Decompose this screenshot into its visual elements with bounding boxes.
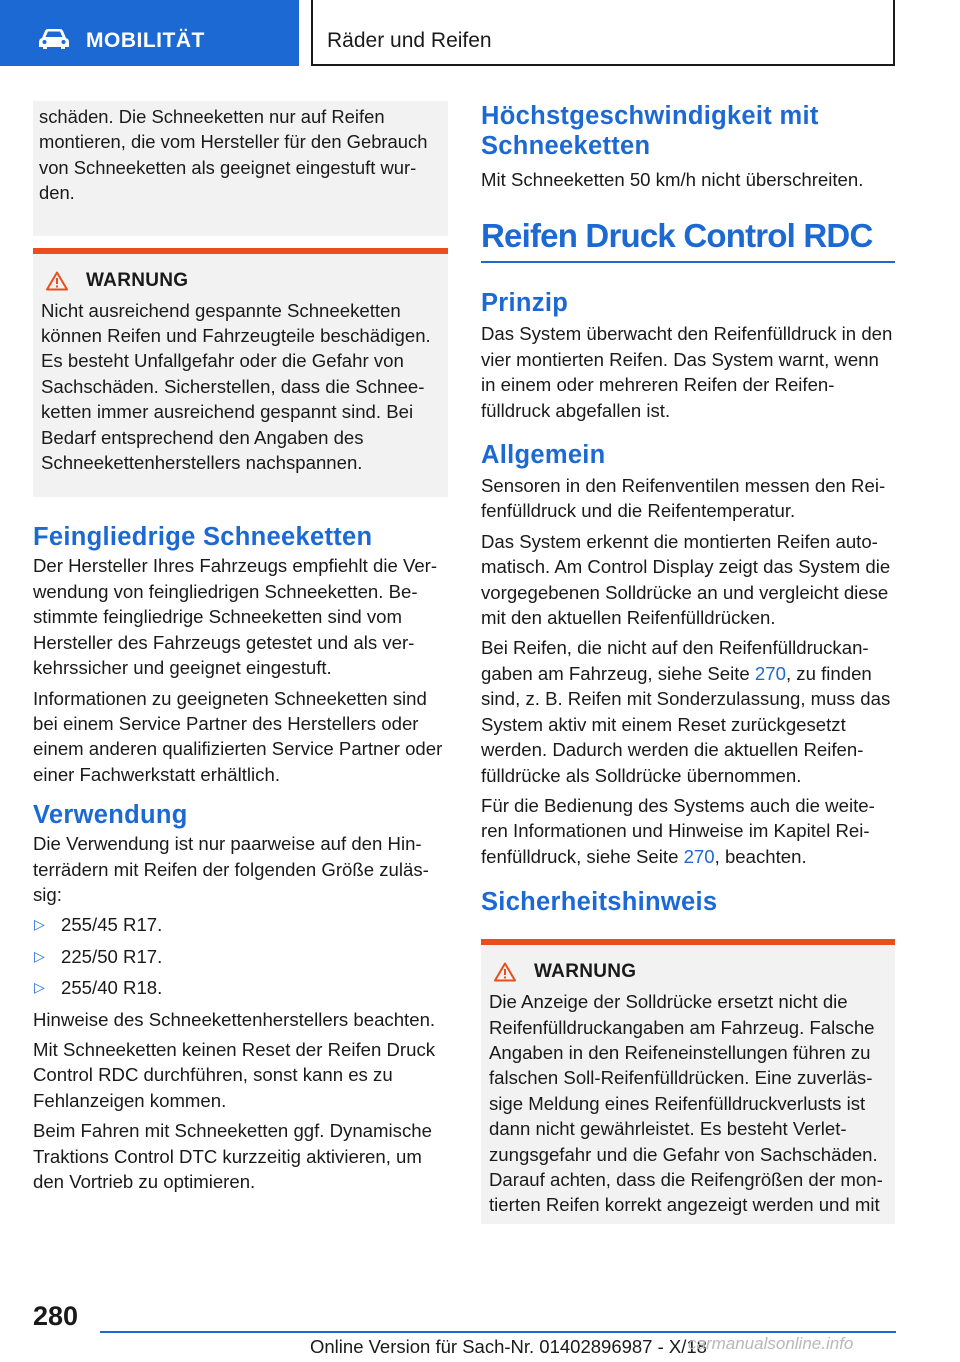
paragraph: Beim Fahren mit Schneeketten ggf. Dynamische Traktions Control DTC kurzzeitig aktivieren, um den Vortrieb zu optimieren. bbox=[33, 1120, 432, 1192]
warning-header bbox=[494, 961, 887, 983]
paragraph: Mit Schneeketten 50 km/h nicht überschreiten. bbox=[481, 169, 864, 190]
triangle-bullet-icon: ▷ bbox=[34, 947, 45, 964]
heading-hoechstgeschwindigkeit: Höchstgeschwindigkeit mit Schneeketten bbox=[481, 102, 819, 160]
warning-text: Nicht ausreichend gespannte Schneeketten können Reifen und Fahrzeugteile beschädigen. Es besteht Unfallgefahr oder die Gefahr von Sachschäden. Sicherstellen, dass die Schnee‐ketten immer ausreichend gespannt sind. Bei Bedarf entsprechend den Angaben des Schneekettenherstellers nachspannen. bbox=[41, 299, 431, 474]
section-label: MOBILITÄT bbox=[86, 29, 205, 52]
paragraph: Der Hersteller Ihres Fahrzeugs empfiehlt die Ver‐wendung von feingliedrigen Schneeketten. Be‐stimmte feingliedrige Schneeketten sind vom Hersteller des Fahrzeugs getestet und als ver‐kehrssicher und geeignet eingestuft. bbox=[33, 555, 438, 679]
warning-body bbox=[33, 254, 448, 498]
left-column bbox=[33, 101, 448, 1199]
chapter-box bbox=[311, 0, 895, 66]
paragraph: Für die Bedienung des Systems auch die weite‐ren Informationen und Hinweise im Kapitel Rei‐fenfülldruck, siehe Seite 270, beachten. bbox=[481, 794, 875, 867]
paragraph: Das System erkennt die montierten Reifen auto‐matisch. Am Control Display zeigt das System die vorgegebenen Solldrücke an und vergleicht diese mit den aktuellen Reifenfülldrücken. bbox=[481, 530, 891, 629]
tire-size-list bbox=[33, 912, 448, 1000]
warning-triangle-icon bbox=[494, 962, 516, 982]
warning-title: WARNUNG bbox=[534, 961, 637, 983]
chapter-label: Räder und Reifen bbox=[327, 29, 492, 52]
warning-body bbox=[481, 945, 895, 1224]
heading-verwendung: Verwendung bbox=[33, 801, 188, 830]
paragraph: Informationen zu geeigneten Schneeketten sind bei einem Service Partner des Herstellers oder einem anderen qualifizierten Service Partner oder einer Fachwerkstatt erhältlich. bbox=[33, 687, 443, 785]
right-column bbox=[481, 101, 895, 1224]
paragraph: Hinweise des Schneekettenherstellers beachten. bbox=[33, 1008, 436, 1030]
footer-rule bbox=[100, 1331, 896, 1333]
list-item: ▷ 255/45 R17. bbox=[33, 912, 448, 937]
car-icon bbox=[38, 28, 70, 50]
paragraph: Die Verwendung ist nur paarweise auf den Hin‐terrädern mit Reifen der folgenden Größe zuläs‐sig: bbox=[33, 833, 429, 905]
continued-note-box bbox=[33, 101, 448, 236]
warning-header bbox=[46, 270, 440, 292]
section-tab bbox=[0, 0, 299, 66]
continued-text: schäden. Die Schneeketten nur auf Reifen montieren, die vom Hersteller für den Gebrauch von Schneeketten als geeignet eingestuft wur‐den. bbox=[39, 106, 428, 204]
paragraph: Bei Reifen, die nicht auf den Reifenfülldruckan‐gaben am Fahrzeug, siehe Seite 270, zu finden sind, z. B. Reifen mit Sonderzulassung, muss das System aktiv mit einem Reset zurückgesetzt werden. Dadurch werden die aktuellen Reifen‐fülldrücke als Solldrücke übernommen. bbox=[481, 637, 891, 786]
heading-allgemein: Allgemein bbox=[481, 441, 606, 470]
page-link-270[interactable]: 270 bbox=[683, 845, 715, 867]
warning-title: WARNUNG bbox=[86, 269, 189, 291]
heading-rdc: Reifen Druck Control RDC bbox=[481, 216, 895, 263]
list-item: ▷ 255/40 R18. bbox=[33, 975, 448, 1000]
watermark: carmanualsonline.info bbox=[688, 1334, 854, 1353]
online-version-note: Online Version für Sach-Nr. 01402896987 - X/18 bbox=[310, 1336, 707, 1357]
triangle-bullet-icon: ▷ bbox=[34, 916, 45, 933]
paragraph: Sensoren in den Reifenventilen messen den Rei‐fenfülldruck und die Reifentemperatur. bbox=[481, 475, 886, 522]
heading-prinzip: Prinzip bbox=[481, 289, 569, 318]
triangle-bullet-icon: ▷ bbox=[34, 979, 45, 996]
heading-sicherheitshinweis: Sicherheitshinweis bbox=[481, 888, 718, 917]
page-number: 280 bbox=[33, 1301, 79, 1331]
warning-box-rdc bbox=[481, 939, 895, 1224]
paragraph: Das System überwacht den Reifenfülldruck in den vier montierten Reifen. Das System warnt, wenn in einem oder mehreren Reifen der Reifen‐fülldruck abgefallen ist. bbox=[481, 323, 893, 421]
page-link-270[interactable]: 270 bbox=[754, 662, 786, 684]
warning-triangle-icon bbox=[46, 271, 68, 291]
warning-box-chains bbox=[33, 248, 448, 498]
heading-feingliedrige: Feingliedrige Schneeketten bbox=[33, 523, 373, 552]
list-item: ▷ 225/50 R17. bbox=[33, 944, 448, 969]
paragraph: Mit Schneeketten keinen Reset der Reifen Druck Control RDC durchführen, sonst kann es zu Fehlanzeigen kommen. bbox=[33, 1038, 436, 1111]
warning-text: Die Anzeige der Solldrücke ersetzt nicht die Reifenfülldruckangaben am Fahrzeug. Falsche Angaben in den Reifeneinstellungen führen zu falschen Soll-Reifenfülldrücken. Eine zuverläs‐sige Meldung eines Reifenfülldruckverlusts ist dann nicht gewährleistet. Es besteht Verlet‐zungsgefahr und die Gefahr von Sachschäden. Darauf achten, dass die Reifengrößen der mon‐tierten Reifen korrekt angezeigt werden und mit bbox=[489, 991, 883, 1216]
